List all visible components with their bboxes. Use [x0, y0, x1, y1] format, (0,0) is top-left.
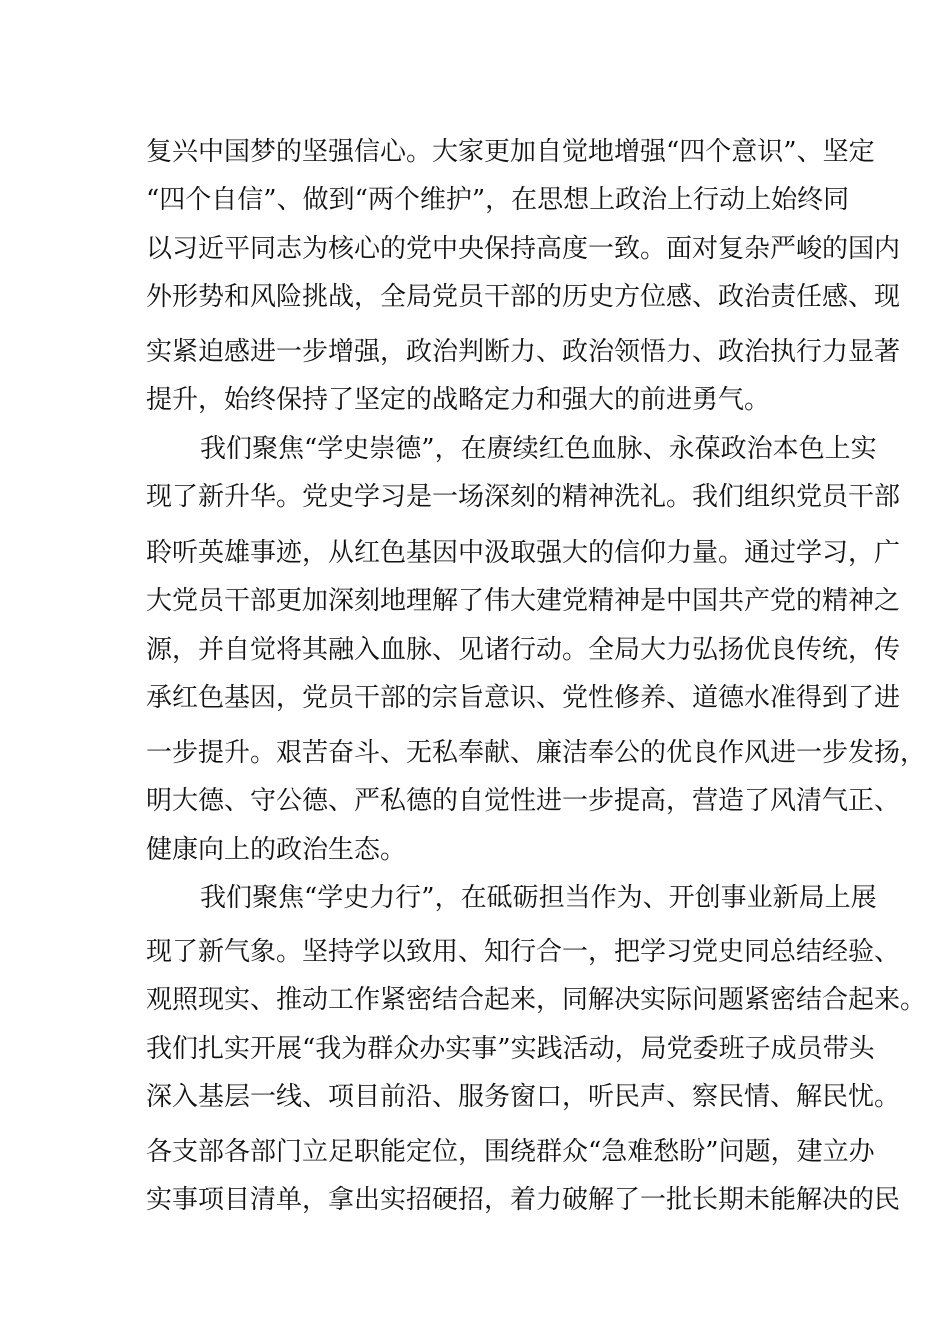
text-line: 大党员干部更加深刻地理解了伟大建党精神是中国共产党的精神之: [146, 586, 901, 616]
paragraph-first-line: 我们聚焦“学史力行”，在砥砺担当作为、开创事业新局上展: [200, 883, 877, 913]
text-line: “四个自信”、做到“两个维护”，在思想上政治上行动上始终同: [146, 185, 850, 215]
text-line: 明大德、守公德、严私德的自觉性进一步提高，营造了风清气正、: [146, 786, 901, 816]
text-line: 深入基层一线、项目前沿、服务窗口，听民声、察民情、解民忧。: [146, 1082, 901, 1112]
text-line: 一步提升。艰苦奋斗、无私奉献、廉洁奉公的优良作风进一步发扬，: [146, 738, 927, 768]
text-line: 提升，始终保持了坚定的战略定力和强大的前进勇气。: [146, 385, 771, 415]
text-line: 聆听英雄事迹，从红色基因中汲取强大的信仰力量。通过学习，广: [146, 538, 901, 568]
text-line: 各支部各部门立足职能定位，围绕群众“急难愁盼”问题，建立办: [146, 1137, 875, 1167]
text-line: 外形势和风险挑战，全局党员干部的历史方位感、政治责任感、现: [146, 282, 901, 312]
text-line: 源，并自觉将其融入血脉、见诸行动。全局大力弘扬优良传统，传: [146, 635, 901, 665]
text-line: 承红色基因，党员干部的宗旨意识、党性修养、道德水准得到了进: [146, 683, 901, 713]
text-line: 现了新气象。坚持学以致用、知行合一，把学习党史同总结经验、: [146, 937, 901, 967]
text-line: 复兴中国梦的坚强信心。大家更加自觉地增强“四个意识”、坚定: [146, 137, 875, 167]
text-line: 现了新升华。党史学习是一场深刻的精神洗礼。我们组织党员干部: [146, 482, 901, 512]
text-line: 实事项目清单，拿出实招硬招，着力破解了一批长期未能解决的民: [146, 1185, 901, 1215]
text-line: 以习近平同志为核心的党中央保持高度一致。面对复杂严峻的国内: [146, 234, 901, 264]
text-line: 观照现实、推动工作紧密结合起来，同解决实际问题紧密结合起来。: [146, 985, 927, 1015]
paragraph-first-line: 我们聚焦“学史崇德”，在赓续红色血脉、永葆政治本色上实: [200, 434, 877, 464]
text-line: 我们扎实开展“我为群众办实事”实践活动，局党委班子成员带头: [146, 1034, 875, 1064]
text-line: 健康向上的政治生态。: [146, 835, 407, 865]
text-line: 实紧迫感进一步增强，政治判断力、政治领悟力、政治执行力显著: [146, 337, 901, 367]
